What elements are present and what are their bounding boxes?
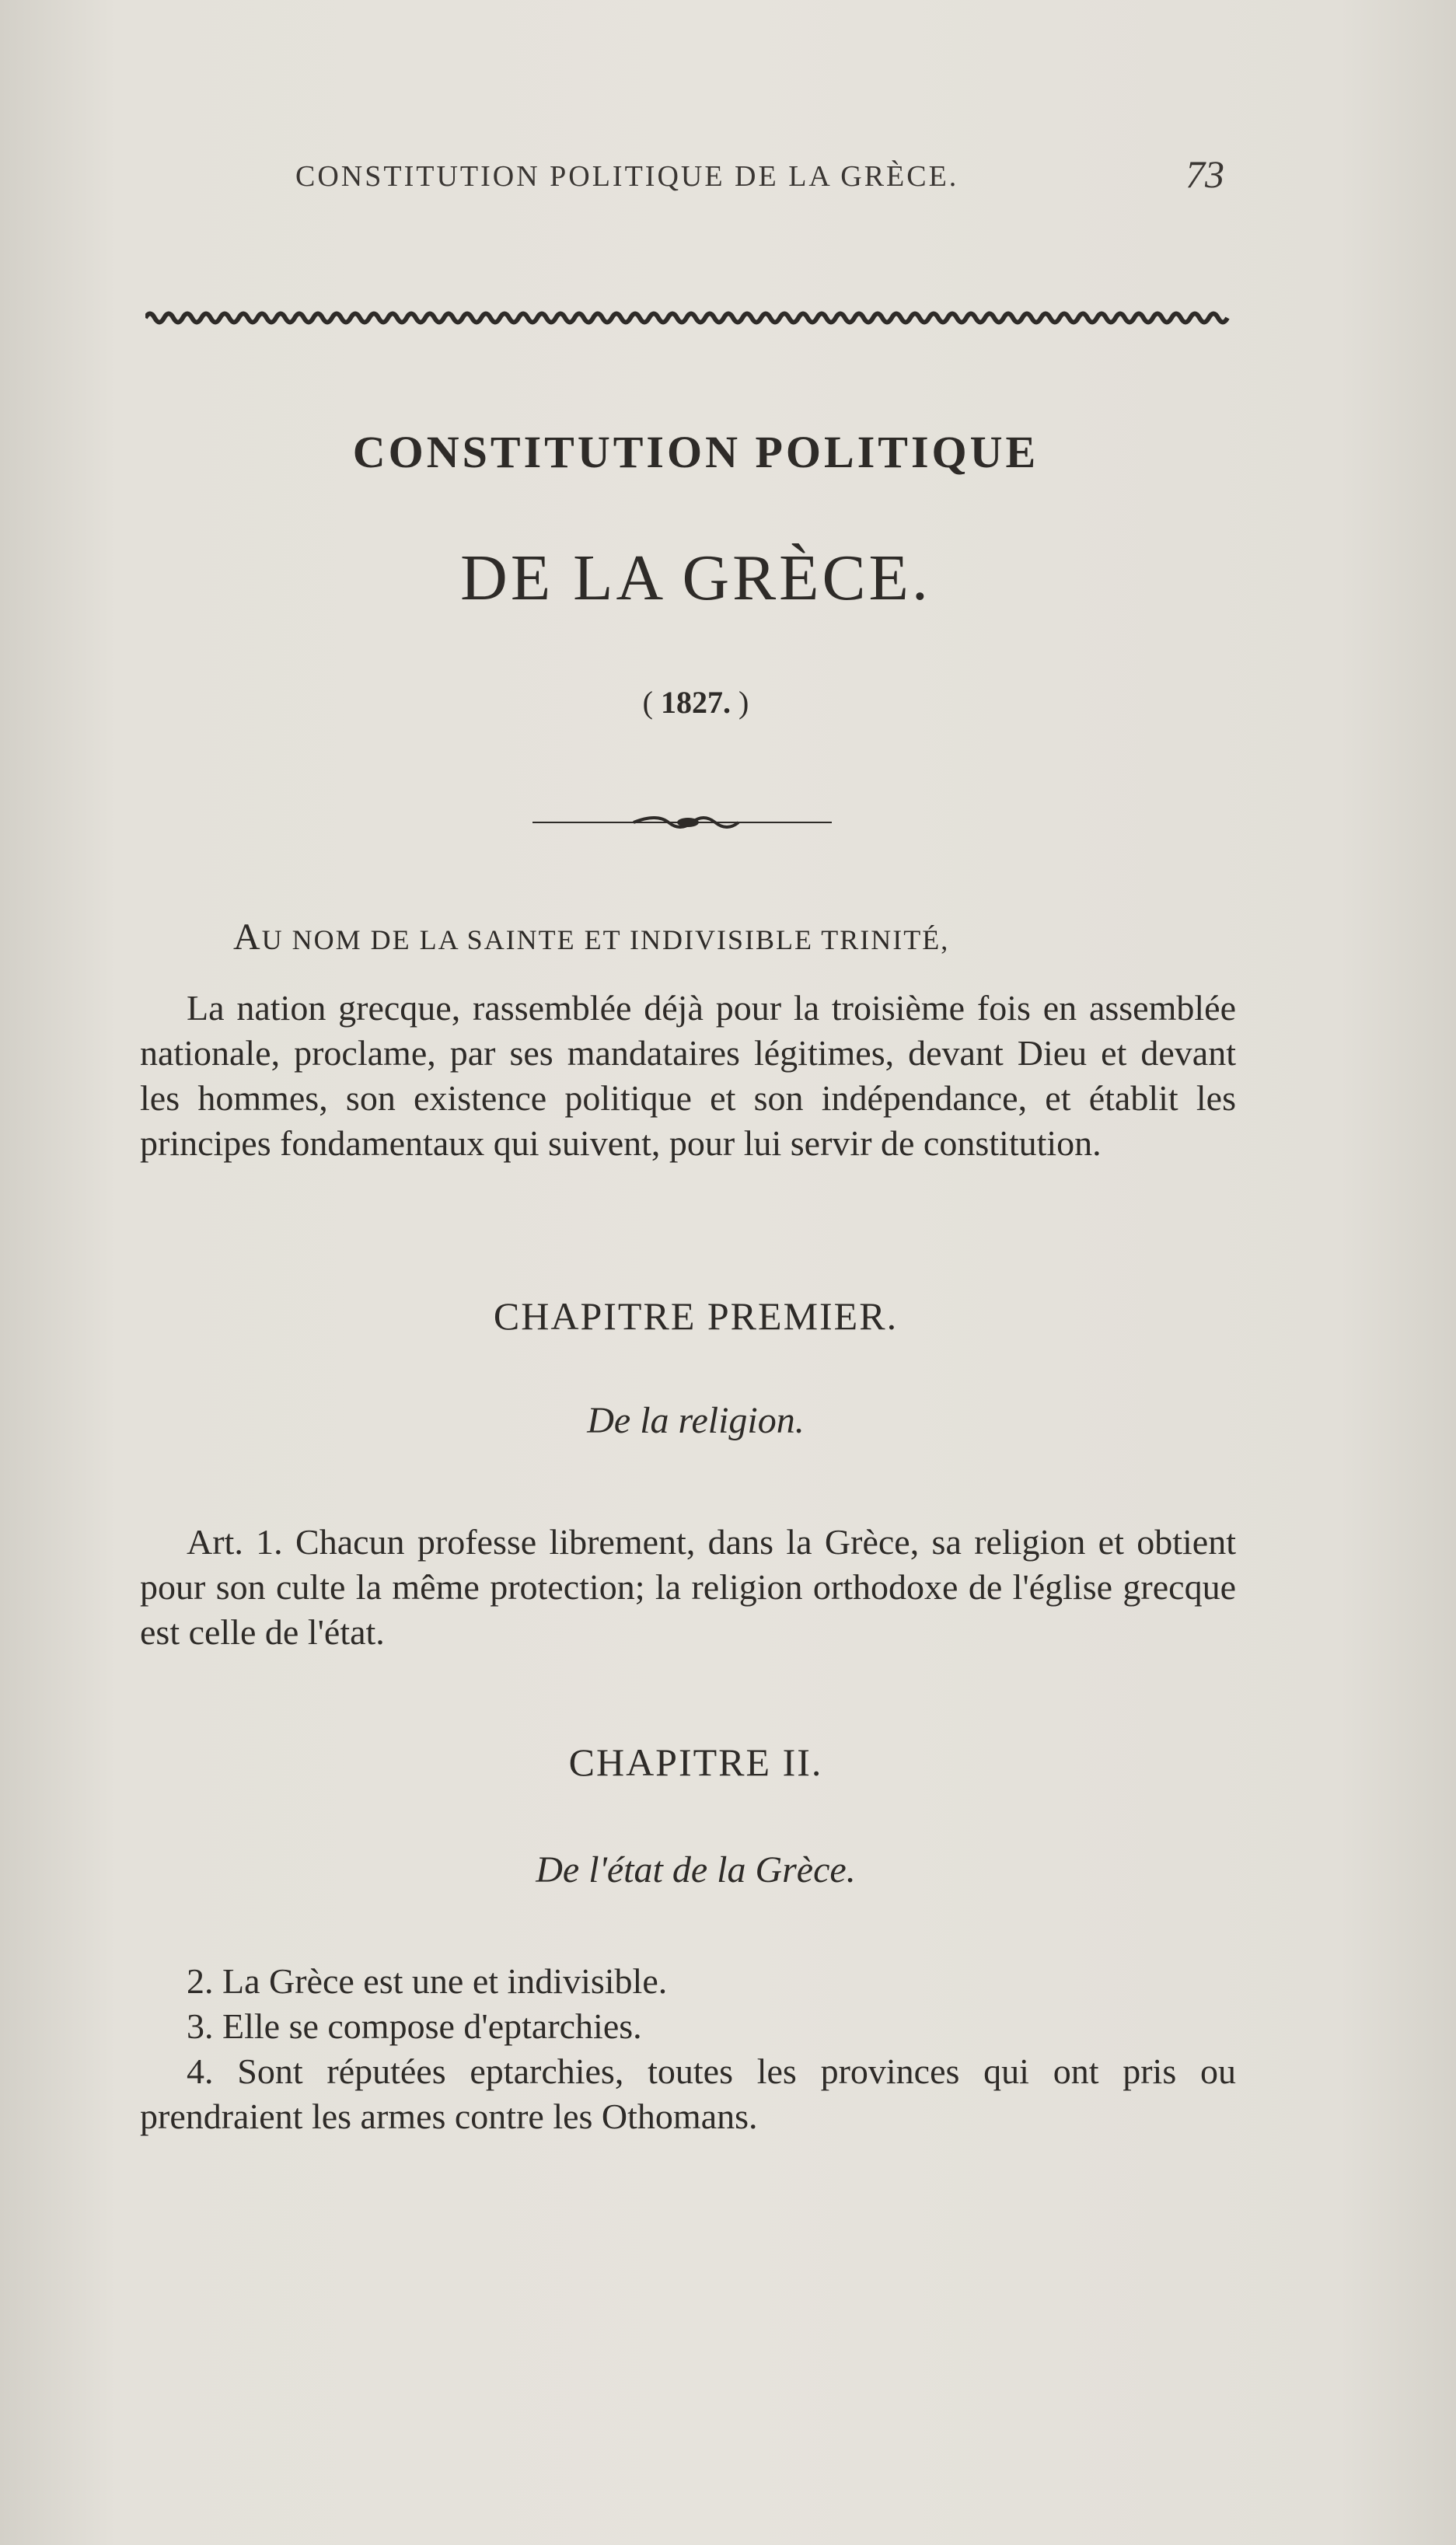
year-close-paren: ) xyxy=(738,685,749,720)
title-line-1: CONSTITUTION POLITIQUE xyxy=(352,427,1039,477)
chapter-2-subtitle: De l'état de la Grèce. xyxy=(536,1849,856,1890)
running-head: CONSTITUTION POLITIQUE DE LA GRÈCE. xyxy=(295,160,959,193)
preamble-paragraph xyxy=(140,986,1236,1166)
wavy-rule-ornament xyxy=(145,308,1230,328)
article-1-paragraph xyxy=(140,1520,1236,1655)
invocation xyxy=(233,916,1166,958)
article-2-text: 2. La Grèce est une et indivisible. xyxy=(187,1961,668,2001)
chapter-2-heading: CHAPITRE II. xyxy=(568,1740,823,1784)
divider-ornament xyxy=(532,808,832,836)
page-number: 73 xyxy=(1185,152,1224,196)
preamble-text: La nation grecque, rassemblée déjà pour la troisième fois en assemblée nationale, proclame, par ses mandataires légitimes, devant Dieu et devant les hommes, son existence politique et son indépendance, et établit les principes fondamentaux qui suivent, pour lui servir de constitution. xyxy=(140,988,1236,1163)
year-line xyxy=(0,684,1391,721)
year: 1827. xyxy=(661,685,731,720)
chapter-1-heading: CHAPITRE PREMIER. xyxy=(493,1294,899,1338)
title-line-2: DE LA GRÈCE. xyxy=(460,542,931,614)
articles-2-4 xyxy=(140,1959,1236,2139)
article-1-text: Art. 1. Chacun professe librement, dans la Grèce, sa religion et obtient pour son culte la même protection; la religion orthodoxe de l'église grecque est celle de l'état. xyxy=(140,1522,1236,1652)
article-3-text: 3. Elle se compose d'eptarchies. xyxy=(187,2006,642,2046)
year-open-paren: ( xyxy=(642,685,653,720)
chapter-1-subtitle: De la religion. xyxy=(587,1400,805,1441)
invocation-initial: A xyxy=(233,916,262,958)
invocation-rest: U NOM DE LA SAINTE ET INDIVISIBLE TRINITÉ, xyxy=(261,924,950,955)
article-4-text: 4. Sont réputées eptarchies, toutes les provinces qui ont pris ou prendraient les armes contre les Othomans. xyxy=(140,2051,1236,2136)
